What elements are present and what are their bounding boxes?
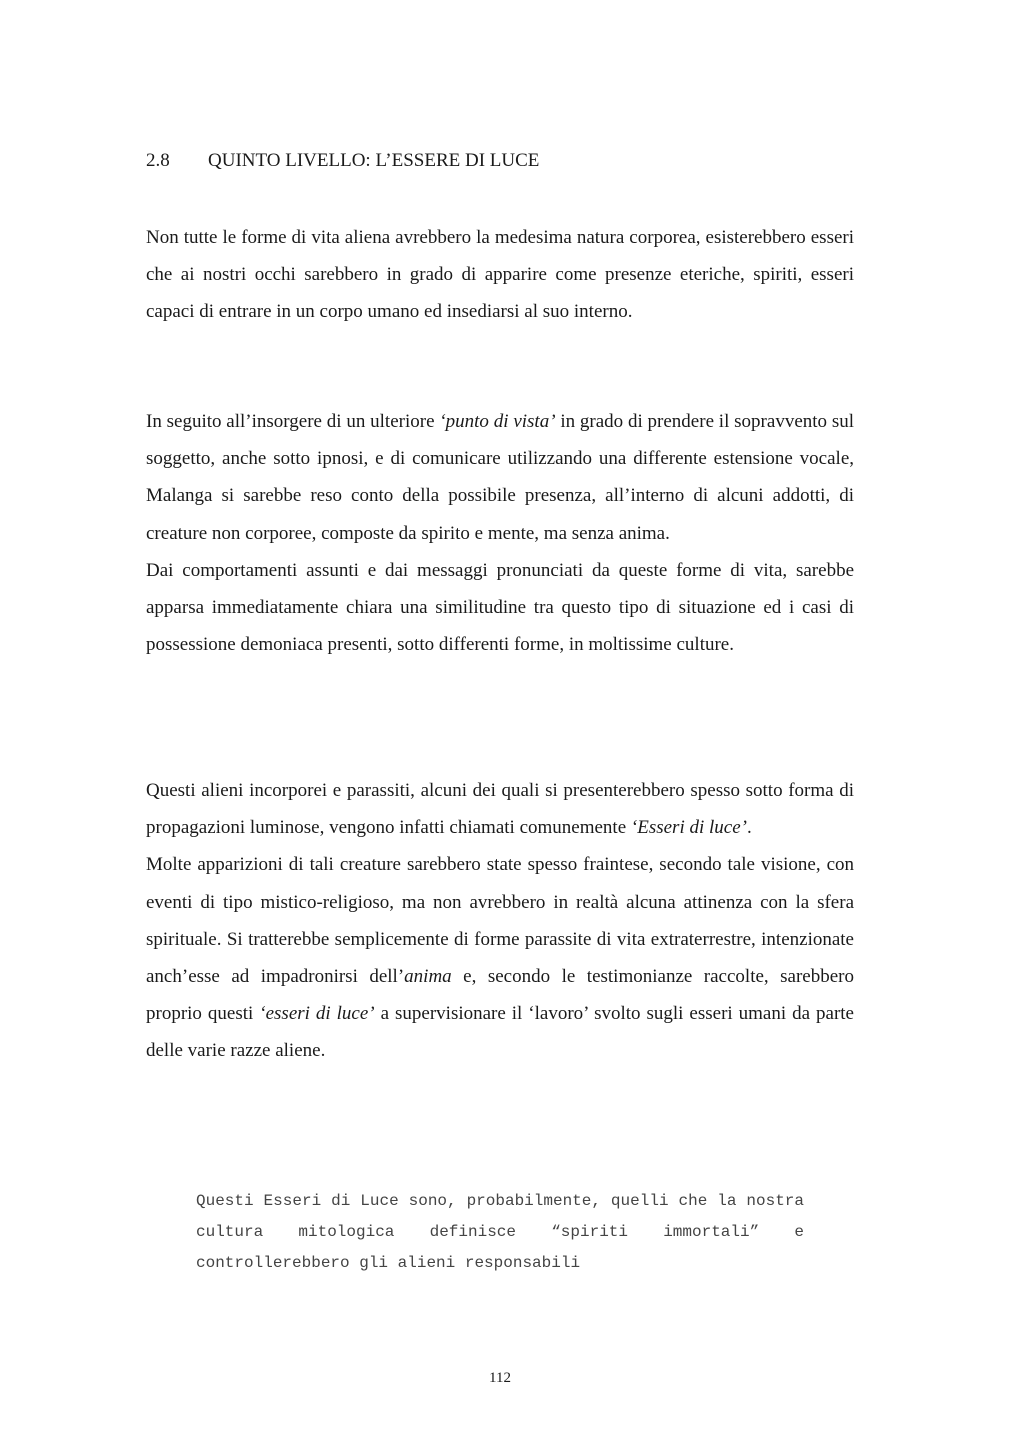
paragraph-3b-emphasis-2: ‘esseri di luce’ — [259, 1003, 375, 1025]
paragraph-3 — [146, 772, 854, 1070]
paragraph-2b-text: Dai comportamenti assunti e dai messaggi pronunciati da queste forme di vita, sarebbe apparsa immediatamente chiara una similitudine tra questo tipo di situazione ed i casi di possessione demoniaca presenti, sotto differenti forme, in moltissime culture. — [146, 559, 854, 656]
section-title: QUINTO LIVELLO: L’ESSERE DI LUCE — [208, 150, 540, 171]
block-quote — [196, 1186, 804, 1279]
paragraph-3a-text: Questi alieni incorporei e parassiti, alcuni dei quali si presenterebbero spesso sotto forma di propagazioni luminose, vengono infatti chiamati comunemente — [146, 780, 854, 839]
paragraph-2a-text-cont: in grado di prendere il sopravvento sul soggetto, anche sotto ipnosi, e di comunicare utilizzando una differente estensione vocale, Malanga si sarebbe reso conto della possibile presenza, all’interno di alcuni addotti, di creature non corporee, composte da spirito e mente, ma senza anima. — [146, 411, 854, 544]
paragraph-3b-emphasis-1: anima — [404, 966, 452, 988]
section-heading — [146, 146, 856, 176]
paragraph-3b-text-2: e, secondo le testimonianze raccolte, sarebbero proprio questi — [146, 966, 854, 1025]
paragraph-2a-text: In seguito all’insorgere di un ulteriore — [146, 411, 440, 432]
paragraph-1 — [146, 219, 854, 331]
paragraph-3a-text-end: . — [746, 817, 752, 839]
block-quote-text: Questi Esseri di Luce sono, probabilmente, quelli che la nostra cultura mitologica definisce “spiriti immortali” e controllerebbero gli alieni responsabili — [196, 1192, 804, 1272]
paragraph-3a-emphasis: ‘Esseri di luce’ — [630, 817, 747, 839]
paragraph-1-text: Non tutte le forme di vita aliena avrebbero la medesima natura corporea, esisterebbero esseri che ai nostri occhi sarebbero in grado di apparire come presenze eteriche, spiriti, esseri capaci di entrare in un corpo umano ed insediarsi al suo interno. — [146, 227, 854, 323]
paragraph-3b-text-3: a supervisionare il ‘lavoro’ svolto sugli esseri umani da parte delle varie razze aliene. — [146, 1003, 854, 1062]
page-number: 112 — [489, 1370, 511, 1386]
paragraph-3b-text: Molte apparizioni di tali creature sarebbero state spesso fraintese, secondo tale visione, con eventi di tipo mistico-religioso, ma non avrebbero in realtà alcuna attinenza con la sfera spirituale. Si tratterebbe semplicemente di forme parassite di vita extraterrestre, intenzionate anch’esse ad impadronirsi dell’ — [146, 854, 854, 988]
section-number: 2.8 — [146, 150, 170, 171]
paragraph-2a-emphasis: ‘punto di vista’ — [439, 411, 556, 432]
paragraph-2 — [146, 403, 854, 663]
